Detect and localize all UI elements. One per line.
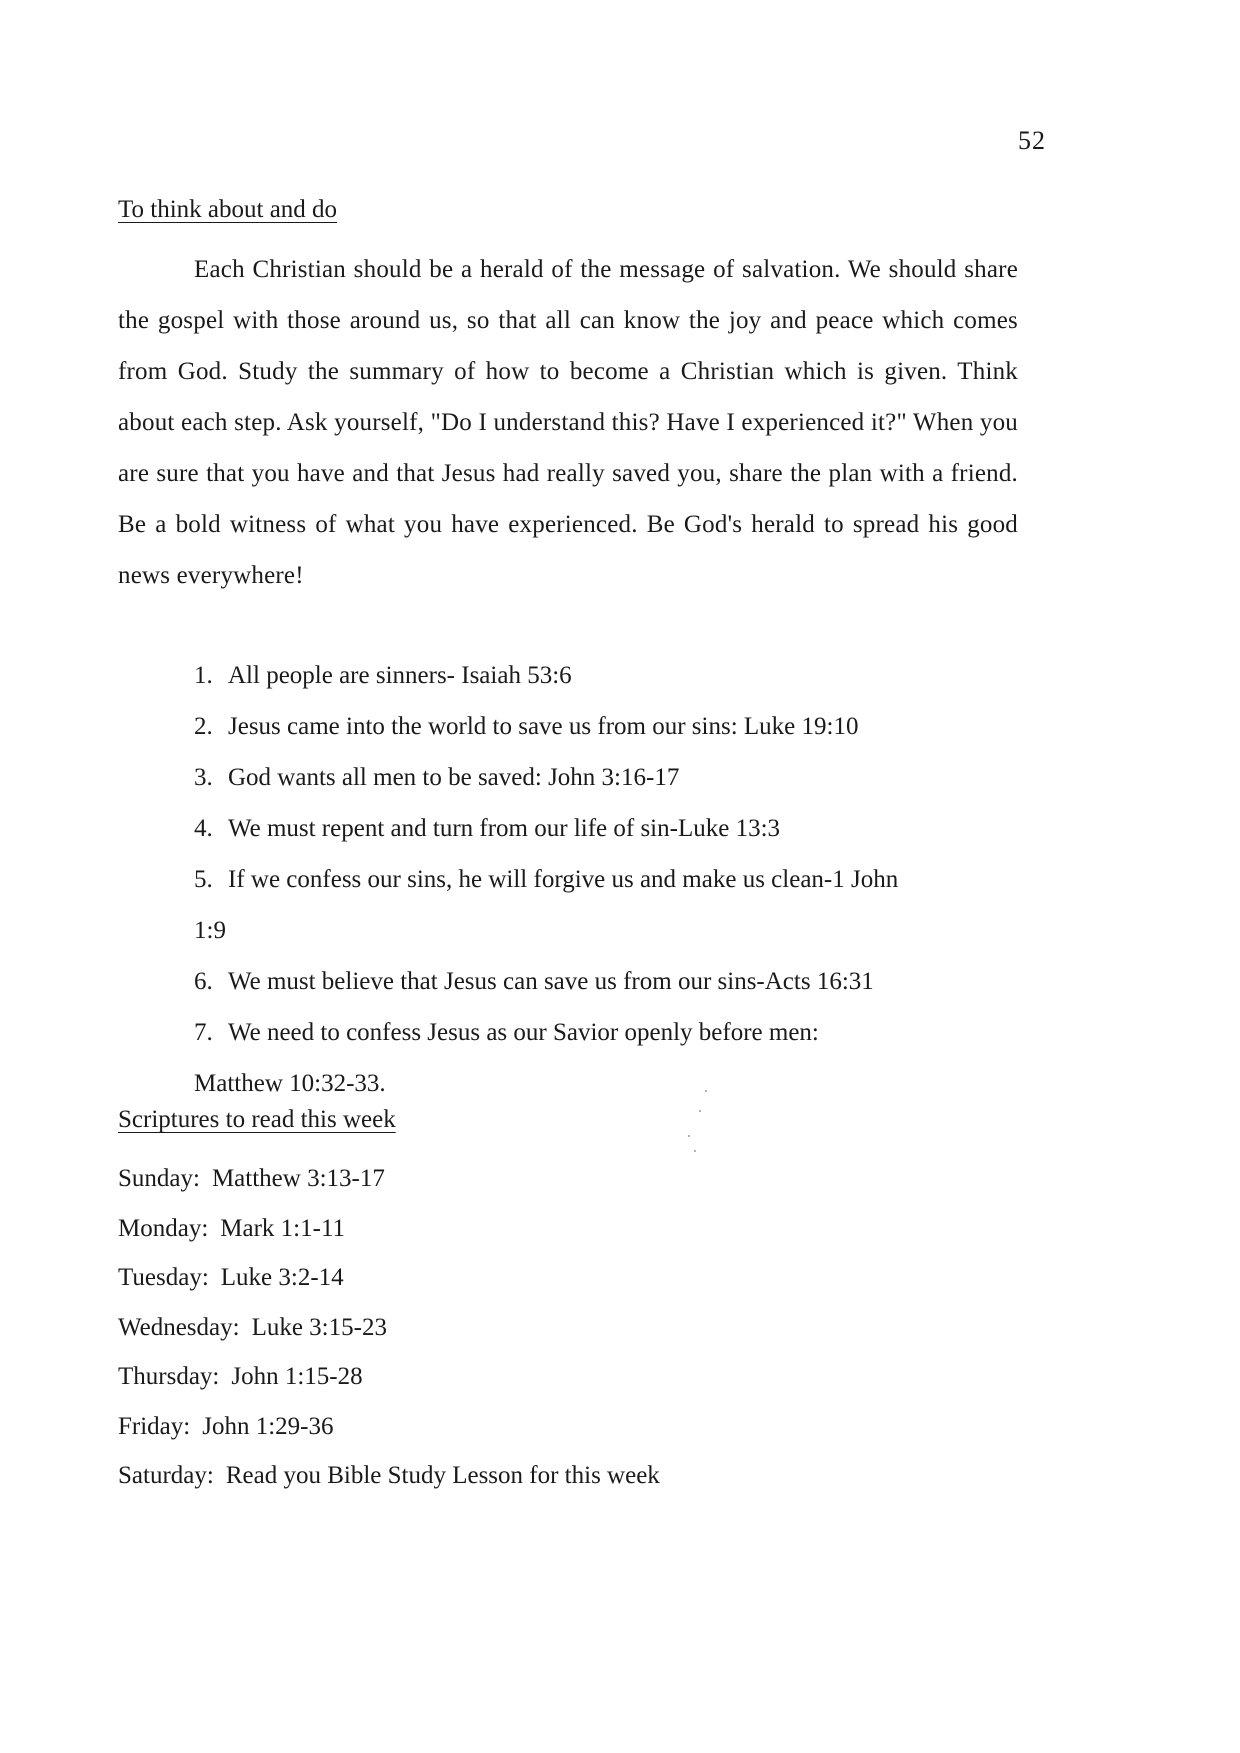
step-continuation: Matthew 10:32-33. <box>194 1070 386 1097</box>
day-label: Saturday: <box>118 1462 214 1489</box>
list-item <box>194 650 1024 701</box>
step-continuation: 1:9 <box>194 917 226 944</box>
reading: Read you Bible Study Lesson for this week <box>225 1462 660 1489</box>
section-heading-think-and-do: To think about and do <box>118 196 338 223</box>
day-label: Friday: <box>118 1412 191 1440</box>
list-item <box>194 701 1024 752</box>
scan-speck <box>694 1150 696 1152</box>
day-label: Monday: <box>118 1214 209 1242</box>
reading: Luke 3:15-23 <box>251 1313 387 1341</box>
day-label: Thursday: <box>118 1363 220 1390</box>
step-text: All people are sinners- Isaiah 53:6 <box>228 662 572 689</box>
step-text: We must believe that Jesus can save us from our sins-Acts 16:31 <box>228 968 874 995</box>
reading: Matthew 3:13-17 <box>211 1165 385 1192</box>
step-text: Jesus came into the world to save us from our sins: Luke 19:10 <box>228 713 859 740</box>
reading-schedule-list <box>118 1154 660 1501</box>
list-item <box>194 803 1024 854</box>
step-number: 2. <box>194 713 213 740</box>
reading: Mark 1:1-11 <box>220 1214 346 1242</box>
step-number: 7. <box>194 1019 213 1046</box>
step-number: 3. <box>194 764 213 791</box>
list-item <box>194 956 1024 1007</box>
day-label: Wednesday: <box>118 1313 240 1341</box>
schedule-item-sunday <box>118 1154 660 1204</box>
schedule-item-monday <box>118 1204 660 1254</box>
schedule-item-tuesday <box>118 1253 660 1303</box>
day-label: Sunday: <box>118 1165 200 1192</box>
step-text: We need to confess Jesus as our Savior openly before men: <box>228 1019 819 1046</box>
scan-speck <box>699 1110 701 1112</box>
scan-speck <box>705 1090 707 1092</box>
step-text: If we confess our sins, he will forgive us and make us clean-1 John <box>228 866 899 893</box>
schedule-item-wednesday <box>118 1303 660 1353</box>
list-item <box>194 1007 1024 1109</box>
page-number: 52 <box>1018 126 1046 155</box>
schedule-item-friday <box>118 1402 660 1452</box>
step-number: 1. <box>194 662 213 689</box>
reading: John 1:29-36 <box>202 1412 334 1440</box>
schedule-item-thursday <box>118 1352 660 1402</box>
reading: Luke 3:2-14 <box>220 1264 344 1291</box>
day-label: Tuesday: <box>118 1264 209 1291</box>
list-item <box>194 752 1024 803</box>
step-number: 4. <box>194 815 213 842</box>
salvation-steps-list <box>194 650 1024 1109</box>
step-text: We must repent and turn from our life of sin-Luke 13:3 <box>228 815 781 842</box>
list-item <box>194 854 1024 956</box>
reading: John 1:15-28 <box>231 1363 363 1390</box>
intro-paragraph: Each Christian should be a herald of the message of salvation. We should share the gospel with those around us, so that all can know the joy and peace which comes from God. Study the summary of how to become a Christian which is given. Think about each step. Ask yourself, "Do I understand this? Have I experienced it?" When you are sure that you have and that Jesus had really saved you, share the plan with a friend. Be a bold witness of what you have experienced. Be God's herald to spread his good news everywhere! <box>118 256 1018 589</box>
step-number: 5. <box>194 866 213 893</box>
step-text: God wants all men to be saved: John 3:16-17 <box>228 764 680 791</box>
scan-speck <box>688 1135 690 1137</box>
step-number: 6. <box>194 968 213 995</box>
schedule-item-saturday <box>118 1451 660 1501</box>
section-heading-scriptures: Scriptures to read this week <box>118 1106 396 1133</box>
